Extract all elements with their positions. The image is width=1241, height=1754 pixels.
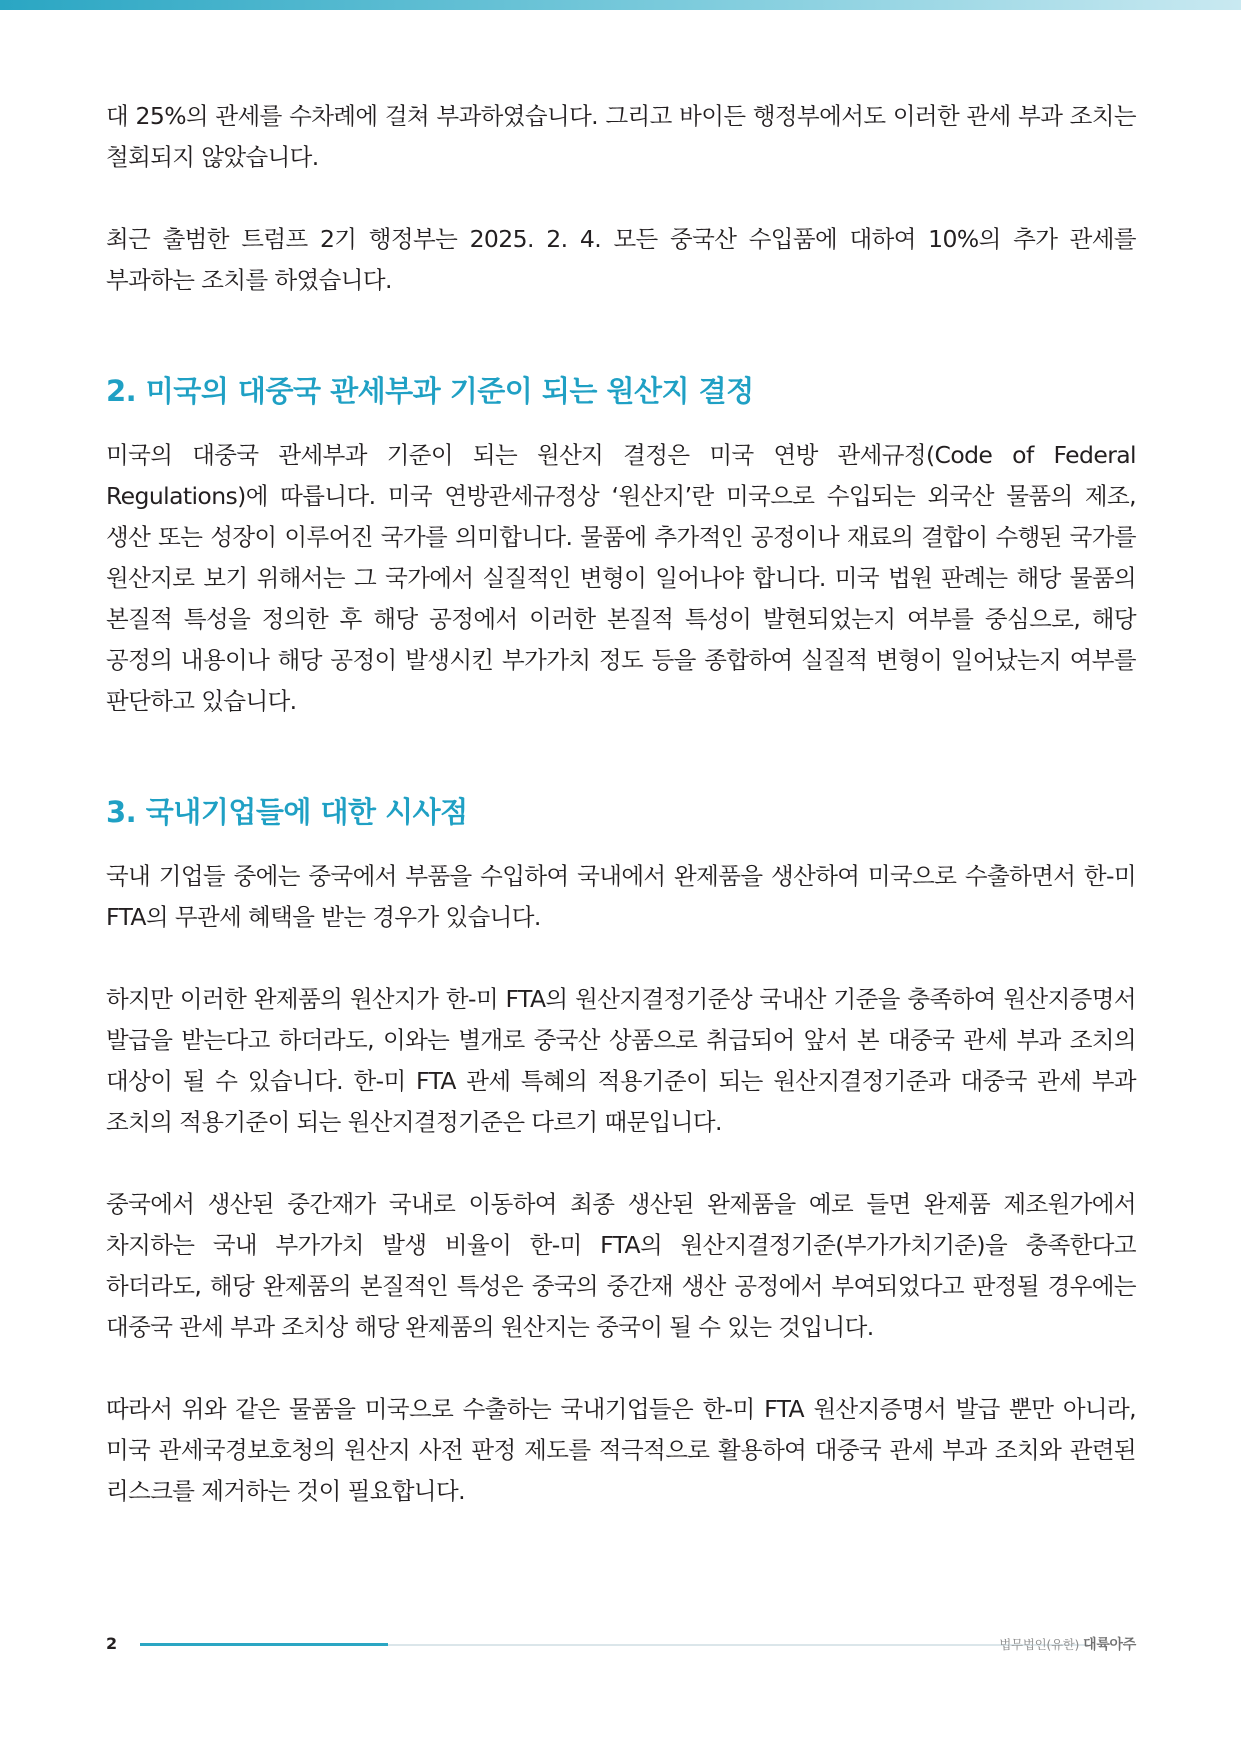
paragraph: 대 25%의 관세를 수차례에 걸쳐 부과하였습니다. 그리고 바이든 행정부에서도 이러한 관세 부과 조치는 철회되지 않았습니다. [106,102,1136,171]
page-footer [106,1632,1136,1656]
section-heading-3: 3. 국내기업들에 대한 시사점 [106,795,468,829]
footer-divider-accent [140,1643,388,1646]
paragraph: 최근 출범한 트럼프 2기 행정부는 2025. 2. 4. 모든 중국산 수입품에 대하여 10%의 추가 관세를 부과하는 조치를 하였습니다. [106,225,1136,294]
section-heading-2: 2. 미국의 대중국 관세부과 기준이 되는 원산지 결정 [106,374,754,408]
paragraph: 국내 기업들 중에는 중국에서 부품을 수입하여 국내에서 완제품을 생산하여 미국으로 수출하면서 한-미 FTA의 무관세 혜택을 받는 경우가 있습니다. [106,862,1136,931]
page-number: 2 [106,1634,118,1653]
firm-name-prefix: 법무법인(유한) [999,1637,1080,1652]
paragraph: 미국의 대중국 관세부과 기준이 되는 원산지 결정은 미국 연방 관세규정(Code of Federal Regulations)에 따릅니다. 미국 연방관세규정상 ‘원산지’란 미국으로 수입되는 외국산 물품의 제조, 생산 또는 성장이 이루어진 국가를 의미합니다. 물품에 추가적인 공정이나 재료의 결합이 수행된 국가를 원산지로 보기 위해서는 그 국가에서 실질적인 변형이 일어나야 합니다. 미국 법원 판례는 해당 물품의 본질적 특성을 정의한 후 해당 공정에서 이러한 본질적 특성이 발현되었는지 여부를 중심으로, 해당 공정의 내용이나 해당 공정이 발생시킨 부가가치 정도 등을 종합하여 실질적 변형이 일어났는지 여부를 판단하고 있습니다. [106,441,1136,715]
firm-name [999,1632,1136,1657]
paragraph: 중국에서 생산된 중간재가 국내로 이동하여 최종 생산된 완제품을 예로 들면 완제품 제조원가에서 차지하는 국내 부가가치 발생 비율이 한-미 FTA의 원산지결정기준(부가가치기준)을 충족한다고 하더라도, 해당 완제품의 본질적인 특성은 중국의 중간재 생산 공정에서 부여되었다고 판정될 경우에는 대중국 관세 부과 조치상 해당 완제품의 원산지는 중국이 될 수 있는 것입니다. [106,1190,1136,1341]
top-accent-bar [0,0,1241,10]
document-body [106,96,1136,1512]
paragraph: 따라서 위와 같은 물품을 미국으로 수출하는 국내기업들은 한-미 FTA 원산지증명서 발급 뿐만 아니라, 미국 관세국경보호청의 원산지 사전 판정 제도를 적극적으로 활용하여 대중국 관세 부과 조치와 관련된 리스크를 제거하는 것이 필요합니다. [106,1395,1136,1505]
firm-name-main: 대륙아주 [1083,1637,1136,1653]
paragraph: 하지만 이러한 완제품의 원산지가 한-미 FTA의 원산지결정기준상 국내산 기준을 충족하여 원산지증명서 발급을 받는다고 하더라도, 이와는 별개로 중국산 상품으로 취급되어 앞서 본 대중국 관세 부과 조치의 대상이 될 수 있습니다. 한-미 FTA 관세 특혜의 적용기준이 되는 원산지결정기준과 대중국 관세 부과 조치의 적용기준이 되는 원산지결정기준은 다르기 때문입니다. [106,985,1136,1136]
